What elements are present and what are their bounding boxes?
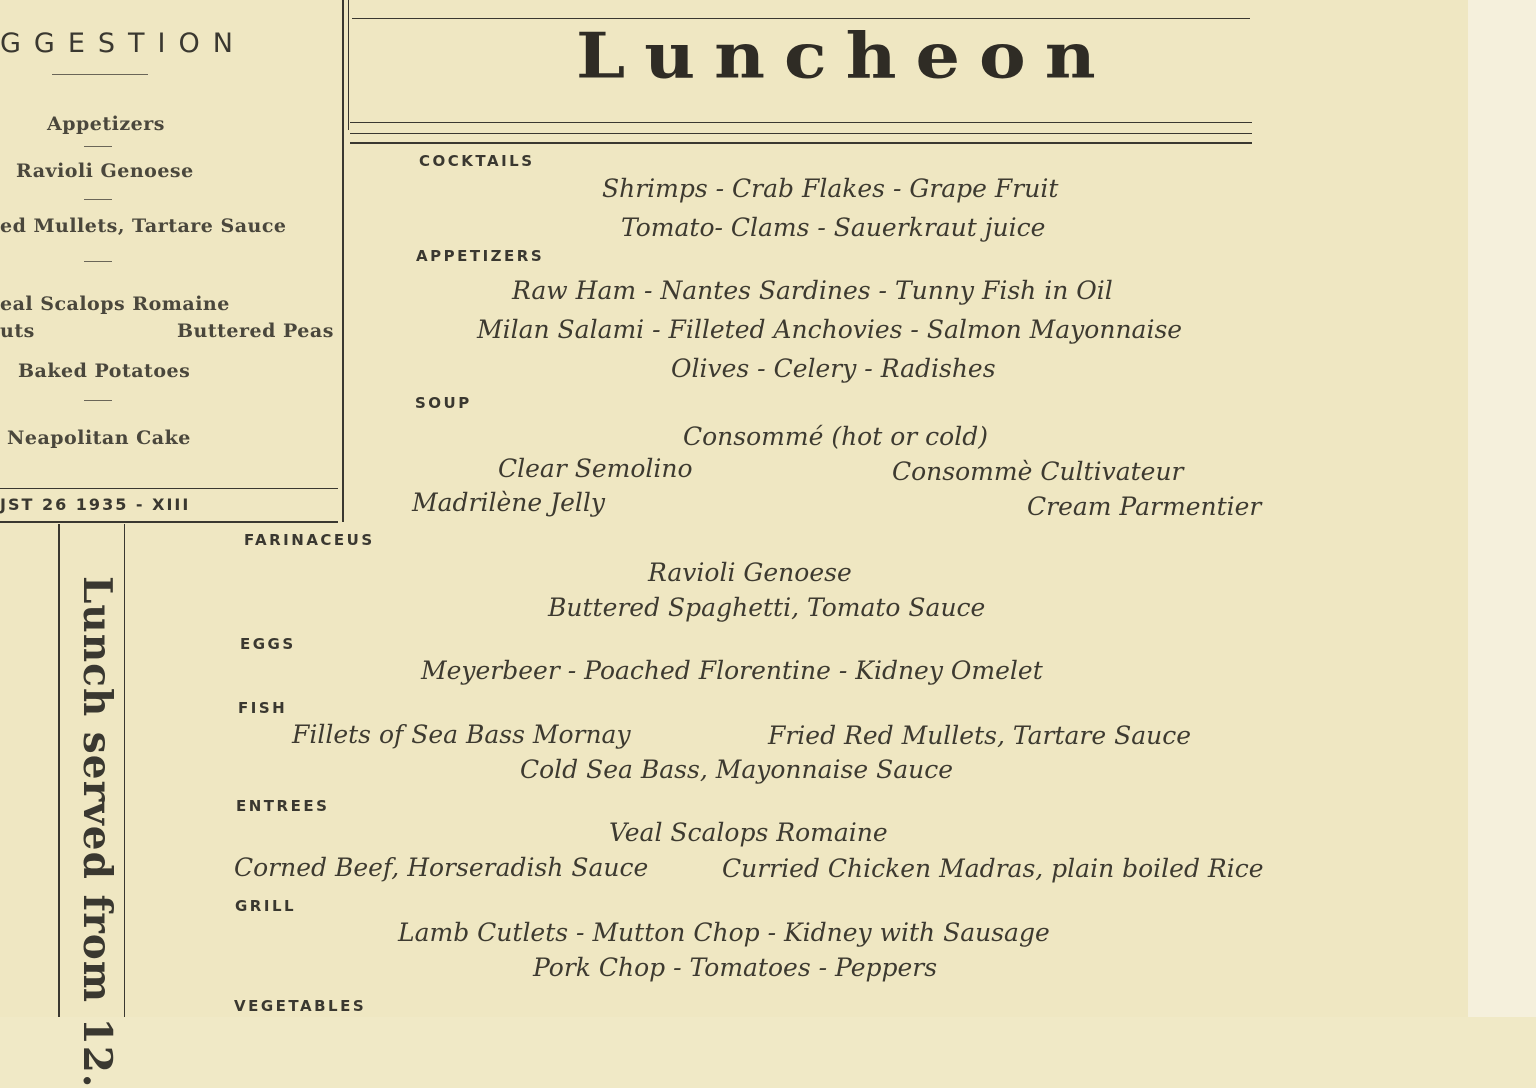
divider [84, 199, 112, 200]
menu-item: Fried Red Mullets, Tartare Sauce [768, 721, 1192, 750]
menu-item: Clear Semolino [498, 454, 693, 483]
menu-item: Fillets of Sea Bass Mornay [292, 720, 631, 749]
menu-item: Corned Beef, Horseradish Sauce [234, 853, 649, 882]
divider [84, 261, 112, 262]
frame-line [342, 0, 344, 522]
section-label: COCKTAILS [419, 152, 535, 170]
suggestion-item: eal Scalops Romaine [0, 293, 230, 315]
menu-item: Ravioli Genoese [648, 558, 852, 587]
menu-item: Veal Scalops Romaine [609, 818, 888, 847]
section-label: FARINACEUS [244, 531, 375, 549]
menu-item: Consommè Cultivateur [892, 457, 1184, 486]
divider [84, 400, 112, 401]
menu-item: Shrimps - Crab Flakes - Grape Fruit [602, 174, 1059, 203]
section-label: FISH [238, 699, 288, 717]
menu-item: Lamb Cutlets - Mutton Chop - Kidney with Sausage [398, 918, 1050, 947]
divider [0, 488, 338, 489]
frame-line [350, 133, 1252, 134]
menu-item: Tomato- Clams - Sauerkraut juice [621, 213, 1046, 242]
menu-item: Milan Salami - Filleted Anchovies - Salmon Mayonnaise [477, 315, 1183, 344]
suggestion-item: Baked Potatoes [18, 360, 191, 382]
suggestion-item: Appetizers [47, 113, 165, 135]
menu-item: Buttered Spaghetti, Tomato Sauce [548, 593, 986, 622]
suggestion-title: GGESTION [0, 28, 246, 59]
section-label: APPETIZERS [416, 247, 545, 265]
section-label: SOUP [415, 394, 472, 412]
menu-item: Raw Ham - Nantes Sardines - Tunny Fish in Oil [512, 276, 1113, 305]
background-edge [1468, 0, 1536, 1017]
menu-item: Meyerbeer - Poached Florentine - Kidney Omelet [421, 656, 1043, 685]
section-label: EGGS [240, 635, 296, 653]
divider [0, 521, 338, 523]
menu-item: Madrilène Jelly [412, 488, 606, 517]
page-title: Luncheon [576, 18, 1115, 93]
menu-item: Olives - Celery - Radishes [671, 354, 996, 383]
frame-line [348, 0, 349, 130]
suggestion-item: Buttered Peas [177, 320, 334, 342]
menu-item: Consommé (hot or cold) [683, 422, 988, 451]
menu-item: Pork Chop - Tomatoes - Peppers [533, 953, 938, 982]
section-label: VEGETABLES [234, 997, 367, 1015]
frame-line [350, 142, 1252, 144]
frame-line [350, 122, 1252, 123]
menu-item: Cold Sea Bass, Mayonnaise Sauce [520, 755, 954, 784]
suggestion-item: Ravioli Genoese [16, 160, 194, 182]
date-text: JST 26 1935 - XIII [0, 495, 191, 514]
frame-line [58, 524, 60, 1017]
suggestion-item: uts [0, 320, 35, 342]
menu-item: Cream Parmentier [1027, 492, 1262, 521]
frame-line [124, 524, 125, 1017]
section-label: GRILL [235, 897, 297, 915]
menu-item: Curried Chicken Madras, plain boiled Rice [722, 854, 1264, 883]
section-label: ENTREES [236, 797, 330, 815]
lunch-time-text: Lunch served from 12. [74, 576, 120, 1088]
suggestion-item: Neapolitan Cake [7, 427, 191, 449]
divider [52, 74, 148, 75]
suggestion-item: ed Mullets, Tartare Sauce [0, 215, 287, 237]
divider [84, 146, 112, 147]
